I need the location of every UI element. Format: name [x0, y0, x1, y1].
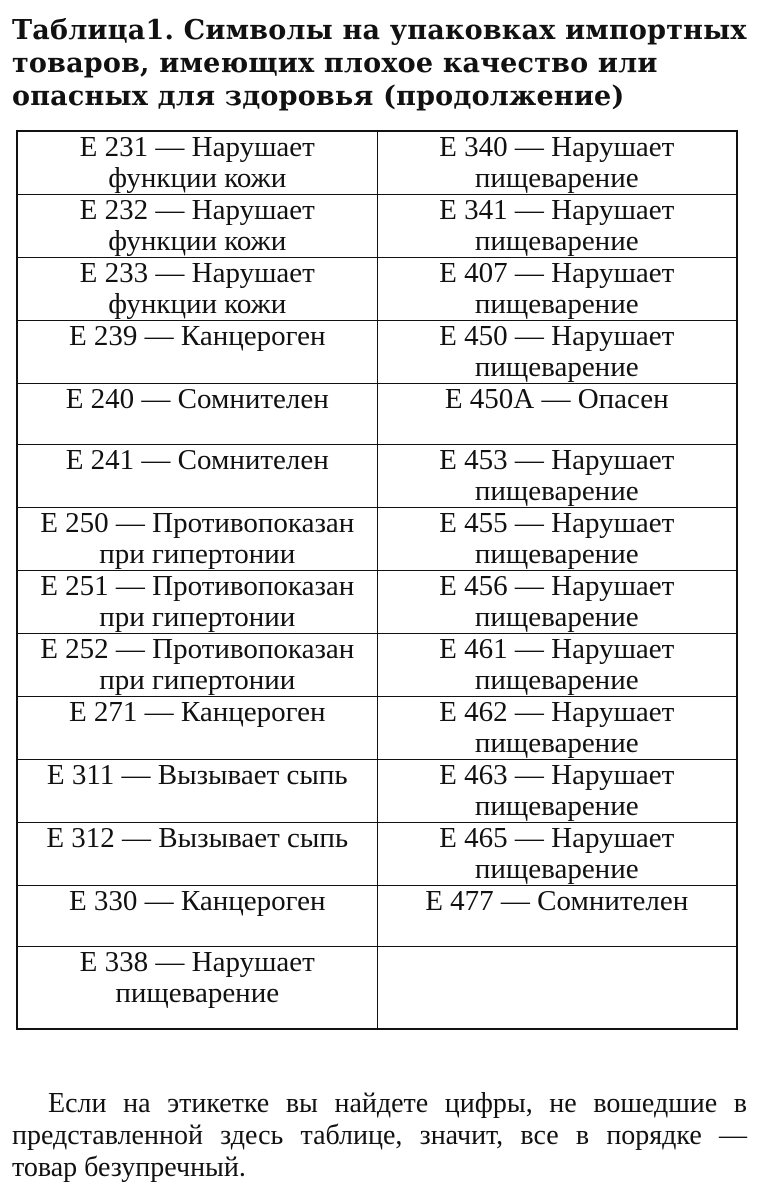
table-cell-right: Е 450А — Опасен [377, 384, 737, 445]
table-cell-right: Е 407 — Нарушает пищеварение [377, 258, 737, 321]
table-row [17, 258, 737, 321]
table-cell-right: Е 461 — Нарушает пищеварение [377, 634, 737, 697]
table-row [17, 384, 737, 445]
table-row [17, 947, 737, 1029]
table-cell-right: Е 465 — Нарушает пищеварение [377, 823, 737, 886]
table-cell-left: Е 312 — Вызывает сыпь [17, 823, 377, 886]
table-cell-right: Е 450 — Нарушает пищеварение [377, 321, 737, 384]
table-cell-right: Е 477 — Сомнителен [377, 886, 737, 947]
table-cell-left: Е 250 — Противопоказан при гипертонии [17, 508, 377, 571]
table-row [17, 886, 737, 947]
table-cell-right: Е 462 — Нарушает пищеварение [377, 697, 737, 760]
table-cell-right: Е 341 — Нарушает пищеварение [377, 195, 737, 258]
table-row [17, 445, 737, 508]
table-cell-left: Е 241 — Сомнителен [17, 445, 377, 508]
table-row [17, 571, 737, 634]
table-row [17, 697, 737, 760]
footer-note: Если на этикетке вы найдете цифры, не вошедшие в представленной здесь таблице, значит, все в порядке — товар безупречный. [12, 1088, 747, 1183]
e-codes-table [16, 130, 738, 1030]
table-cell-left: Е 311 — Вызывает сыпь [17, 760, 377, 823]
table-cell-left: Е 252 — Противопоказан при гипертонии [17, 634, 377, 697]
table-cell-right: Е 455 — Нарушает пищеварение [377, 508, 737, 571]
table-cell-right: Е 340 — Нарушает пищеварение [377, 131, 737, 195]
table-cell-left: Е 232 — Нарушает функции кожи [17, 195, 377, 258]
table-cell-left: Е 233 — Нарушает функции кожи [17, 258, 377, 321]
table-cell-left: Е 231 — Нарушает функции кожи [17, 131, 377, 195]
table-cell-left: Е 251 — Противопоказан при гипертонии [17, 571, 377, 634]
table-cell-right [377, 947, 737, 1029]
table-row [17, 321, 737, 384]
table-cell-left: Е 271 — Канцероген [17, 697, 377, 760]
table-cell-right: Е 463 — Нарушает пищеварение [377, 760, 737, 823]
table-cell-right: Е 453 — Нарушает пищеварение [377, 445, 737, 508]
table-title: Таблица1. Символы на упаковках импортных товаров, имеющих плохое качество или опасных для здоровья (продолжение) [12, 15, 747, 112]
table-cell-left: Е 338 — Нарушает пищеварение [17, 947, 377, 1029]
table-row [17, 508, 737, 571]
table-cell-right: Е 456 — Нарушает пищеварение [377, 571, 737, 634]
table-row [17, 634, 737, 697]
table-cell-left: Е 239 — Канцероген [17, 321, 377, 384]
table-row [17, 131, 737, 195]
table-row [17, 760, 737, 823]
table-row [17, 195, 737, 258]
table-row [17, 823, 737, 886]
table-cell-left: Е 240 — Сомнителен [17, 384, 377, 445]
table-cell-left: Е 330 — Канцероген [17, 886, 377, 947]
